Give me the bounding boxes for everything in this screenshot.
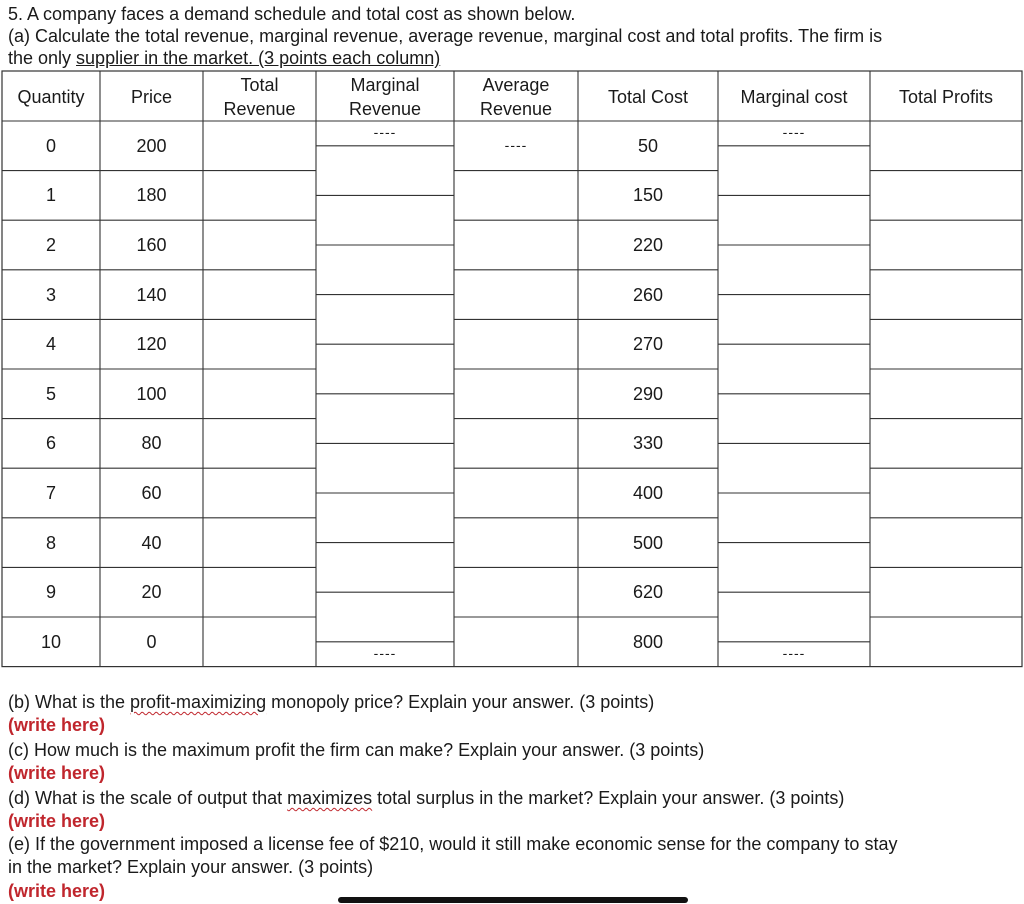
cell-quantity: 2 [45, 235, 56, 255]
header-total-cost: Total Cost [607, 87, 689, 107]
cell-price: 140 [136, 284, 167, 305]
cell-total-cost: 400 [632, 483, 664, 503]
cell-quantity: 10 [40, 631, 62, 652]
cell-quantity: 7 [45, 483, 56, 503]
cell-total-cost: 620 [632, 582, 664, 603]
cell-price: 200 [136, 135, 167, 156]
header-total-revenue-2: Revenue [223, 99, 296, 119]
header-total-revenue-1: Total [240, 75, 279, 95]
part-a-line2-underlined: supplier in the market. (3 points each column) [76, 48, 441, 68]
part-e-question-line2: in the market? Explain your answer. (3 points) [8, 857, 374, 877]
part-d-prefix: (d) What is the scale of output that [8, 788, 288, 808]
cell-total-cost: 220 [632, 235, 664, 255]
part-d-answer[interactable]: (write here) [8, 811, 106, 831]
header-marginal-cost: Marginal cost [740, 87, 848, 107]
part-a-line2 [8, 47, 1020, 69]
cell-price: 160 [136, 235, 167, 255]
header-price: Price [130, 87, 172, 107]
cell-quantity: 6 [45, 433, 56, 454]
ar-dash-top: ---- [504, 137, 528, 153]
header-average-revenue-2: Revenue [479, 99, 553, 119]
cell-price: 80 [141, 433, 162, 454]
cell-quantity: 9 [45, 582, 56, 603]
cell-price: 120 [136, 334, 167, 355]
part-b-wavy: profit-maximizing [130, 692, 267, 712]
cell-price: 100 [136, 383, 167, 404]
cell-price: 0 [146, 631, 157, 652]
part-e-answer[interactable]: (write here) [8, 881, 106, 901]
cell-total-cost: 270 [632, 334, 664, 355]
home-indicator [338, 897, 688, 903]
part-e-question-line1: (e) If the government imposed a license fee of $210, would it still make economic sense for the company to stay [8, 834, 898, 854]
part-b-prefix: (b) What is the [8, 692, 131, 712]
cell-price: 20 [141, 582, 162, 603]
cell-total-cost: 800 [632, 631, 664, 652]
cell-price: 60 [141, 483, 162, 503]
mr-dash-bottom: ---- [373, 645, 397, 661]
header-marginal-revenue-2: Revenue [348, 99, 422, 119]
table-frame [2, 71, 1022, 667]
part-c-question: (c) How much is the maximum profit the firm can make? Explain your answer. (3 points) [8, 740, 705, 760]
cell-price: 180 [136, 185, 167, 206]
cell-price: 40 [141, 532, 162, 553]
part-b-answer[interactable]: (write here) [8, 715, 106, 735]
part-d-question [8, 787, 1020, 809]
part-a-line1: (a) Calculate the total revenue, marginal revenue, average revenue, marginal cost and total profits. The firm is [8, 26, 883, 46]
question-title: 5. A company faces a demand schedule and total cost as shown below. [8, 4, 576, 24]
cell-total-cost: 330 [632, 433, 664, 454]
mc-dash-top: ---- [782, 124, 806, 140]
part-a-line2-prefix: the only [8, 48, 77, 68]
cell-quantity: 1 [45, 185, 56, 206]
mc-dash-bottom: ---- [782, 645, 806, 661]
header-total-profits: Total Profits [898, 87, 994, 107]
part-b-suffix: monopoly price? Explain your answer. (3 points) [266, 692, 655, 712]
part-c-answer[interactable]: (write here) [8, 763, 106, 783]
cell-total-cost: 290 [632, 383, 664, 404]
cell-total-cost: 150 [632, 185, 664, 206]
cell-quantity: 4 [45, 334, 56, 355]
mr-dash-top: ---- [373, 124, 397, 140]
part-d-suffix: total surplus in the market? Explain your answer. (3 points) [372, 788, 845, 808]
cell-quantity: 0 [45, 135, 56, 156]
cell-total-cost: 260 [632, 284, 664, 305]
header-average-revenue-1: Average [482, 75, 550, 95]
cell-quantity: 3 [45, 284, 56, 305]
cell-total-cost: 500 [632, 532, 664, 553]
cell-total-cost: 50 [637, 135, 659, 156]
cell-quantity: 8 [45, 532, 56, 553]
part-d-wavy: maximizes [287, 788, 373, 808]
cell-quantity: 5 [45, 383, 56, 404]
header-marginal-revenue-1: Marginal [350, 75, 420, 95]
header-quantity: Quantity [17, 87, 85, 107]
part-b-question [8, 691, 1020, 713]
part-a-text [8, 25, 1020, 69]
